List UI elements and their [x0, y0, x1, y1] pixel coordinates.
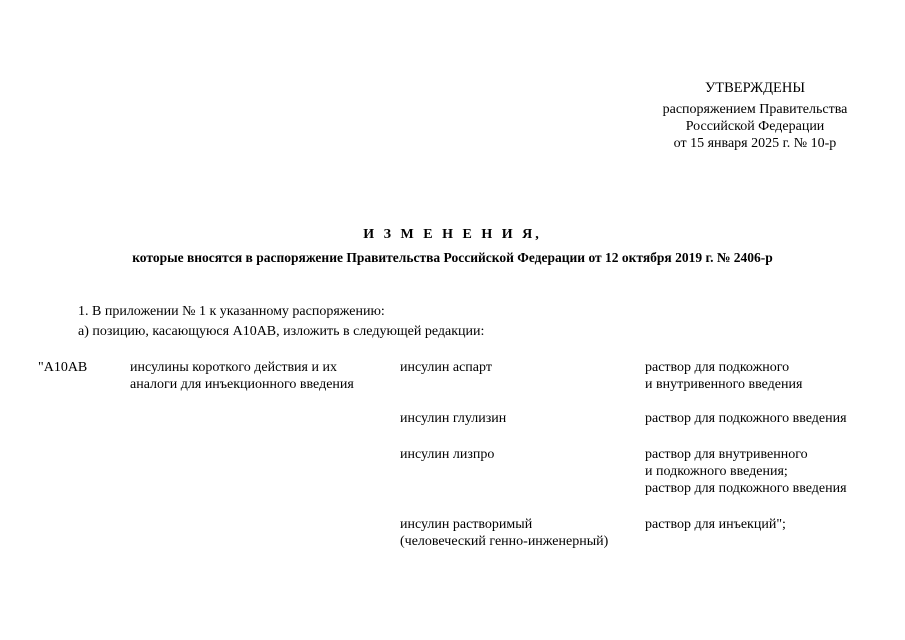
- table-row-3-form-line-2: и подкожного введения;: [645, 464, 788, 479]
- table-row-3-name: [400, 446, 494, 463]
- table-row-2-form-line-1: раствор для подкожного введения: [645, 411, 847, 426]
- table-row-4-name: [400, 516, 608, 550]
- approval-line-1: распоряжением Правительства: [662, 102, 848, 117]
- approval-heading: УТВЕРЖДЕНЫ: [704, 80, 806, 96]
- atc-code: "A10AB: [38, 360, 88, 375]
- table-row-3-form-line-3: раствор для подкожного введения: [645, 481, 847, 496]
- approval-line-2: Российской Федерации: [685, 119, 825, 134]
- atc-group: [130, 359, 354, 393]
- table-row-1-form-line-1: раствор для подкожного: [645, 360, 790, 375]
- atc-group-line-2: аналоги для инъекционного введения: [130, 377, 354, 392]
- document-subtitle: которые вносятся в распоряжение Правительства Российской Федерации от 12 октября 2019 г. № 2406-р: [132, 250, 773, 265]
- approval-line-3: от 15 января 2025 г. № 10-р: [673, 136, 837, 151]
- paragraph-1: 1. В приложении № 1 к указанному распоряжению:: [78, 304, 385, 319]
- table-row-4-form: [645, 516, 786, 533]
- table-row-4-form-line-1: раствор для инъекций";: [645, 517, 786, 532]
- table-row-3-form: [645, 446, 847, 497]
- table-row-2-name-line-1: инсулин глулизин: [400, 411, 507, 426]
- atc-group-line-1: инсулины короткого действия и их: [130, 360, 337, 375]
- table-row-1-form: [645, 359, 802, 393]
- table-row-2-form: [645, 410, 847, 427]
- paragraph-2: а) позицию, касающуюся A10AB, изложить в следующей редакции:: [78, 324, 485, 339]
- table-row-3-name-line-1: инсулин лизпро: [400, 447, 495, 462]
- table-row-2-name: [400, 410, 506, 427]
- table-row-4-name-line-2: (человеческий генно-инженерный): [400, 534, 609, 549]
- table-row-1-name-line-1: инсулин аспарт: [400, 360, 492, 375]
- document-title: И З М Е Н Е Н И Я,: [363, 227, 542, 242]
- table-row-3-form-line-1: раствор для внутривенного: [645, 447, 808, 462]
- table-row-4-name-line-1: инсулин растворимый: [400, 517, 533, 532]
- table-row-1-name: [400, 359, 492, 376]
- approval-block: [640, 80, 870, 152]
- table-row-1-form-line-2: и внутривенного введения: [645, 377, 803, 392]
